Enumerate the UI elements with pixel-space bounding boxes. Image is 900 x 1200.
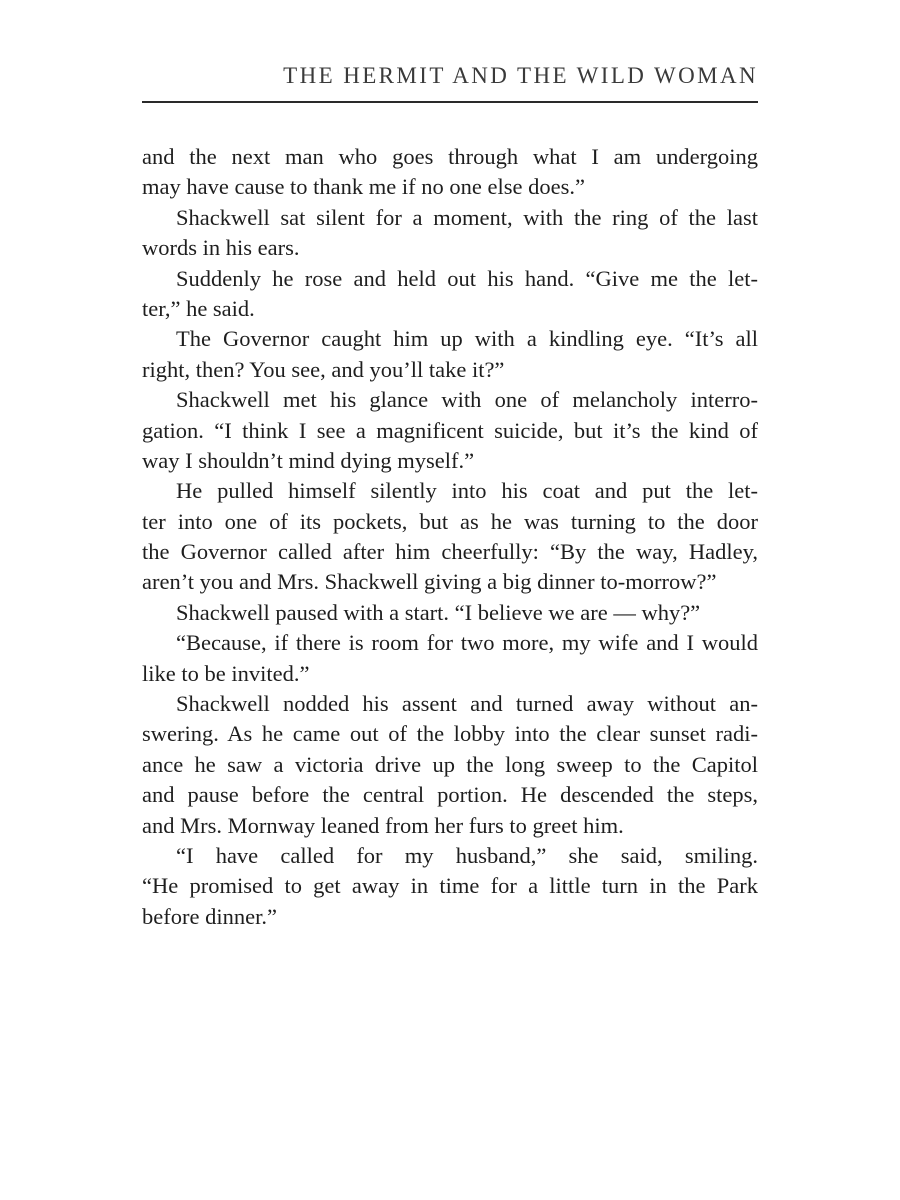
text-line: the Governor called after him cheerfully: “By the way, Hadley,	[142, 539, 758, 565]
text-line: Suddenly he rose and held out his hand. “Give me the let-	[176, 265, 758, 291]
text-line: before dinner.”	[142, 903, 277, 929]
text-line: Shackwell paused with a start. “I believe we are — why?”	[176, 599, 701, 625]
text-line: ter into one of its pockets, but as he was turning to the door	[142, 508, 758, 534]
text-line: like to be invited.”	[142, 660, 310, 686]
text-line: “I have called for my husband,” she said, smiling.	[176, 842, 758, 868]
text-line: Shackwell nodded his assent and turned away without an-	[176, 691, 758, 717]
text-line: ter,” he said.	[142, 295, 255, 321]
text-line: “Because, if there is room for two more, my wife and I would	[176, 630, 758, 656]
text-line: gation. “I think I see a magnificent suicide, but it’s the kind of	[142, 417, 758, 443]
text-line: Shackwell sat silent for a moment, with the ring of the last	[176, 204, 758, 230]
text-line: way I shouldn’t mind dying myself.”	[142, 447, 475, 473]
text-line: and Mrs. Mornway leaned from her furs to greet him.	[142, 812, 624, 838]
text-line: words in his ears.	[142, 235, 300, 261]
text-line: may have cause to thank me if no one else does.”	[142, 174, 585, 200]
text-line: He pulled himself silently into his coat and put the let-	[176, 478, 758, 504]
text-line: aren’t you and Mrs. Shackwell giving a big dinner to-morrow?”	[142, 569, 717, 595]
text-line: and the next man who goes through what I am undergoing	[142, 144, 758, 169]
text-line: swering. As he came out of the lobby into the clear sunset radi-	[142, 721, 758, 747]
header-rule	[142, 101, 758, 103]
text-line: ance he saw a victoria drive up the long sweep to the Capitol	[142, 751, 758, 777]
text-line: right, then? You see, and you’ll take it?”	[142, 356, 505, 382]
body-text	[142, 142, 758, 932]
running-head-title: THE HERMIT AND THE WILD WOMAN	[283, 63, 758, 88]
text-line: The Governor caught him up with a kindling eye. “It’s all	[176, 326, 758, 352]
text-line: and pause before the central portion. He descended the steps,	[142, 782, 758, 808]
text-line: Shackwell met his glance with one of melancholy interro-	[176, 387, 758, 413]
text-line: “He promised to get away in time for a little turn in the Park	[142, 873, 758, 899]
